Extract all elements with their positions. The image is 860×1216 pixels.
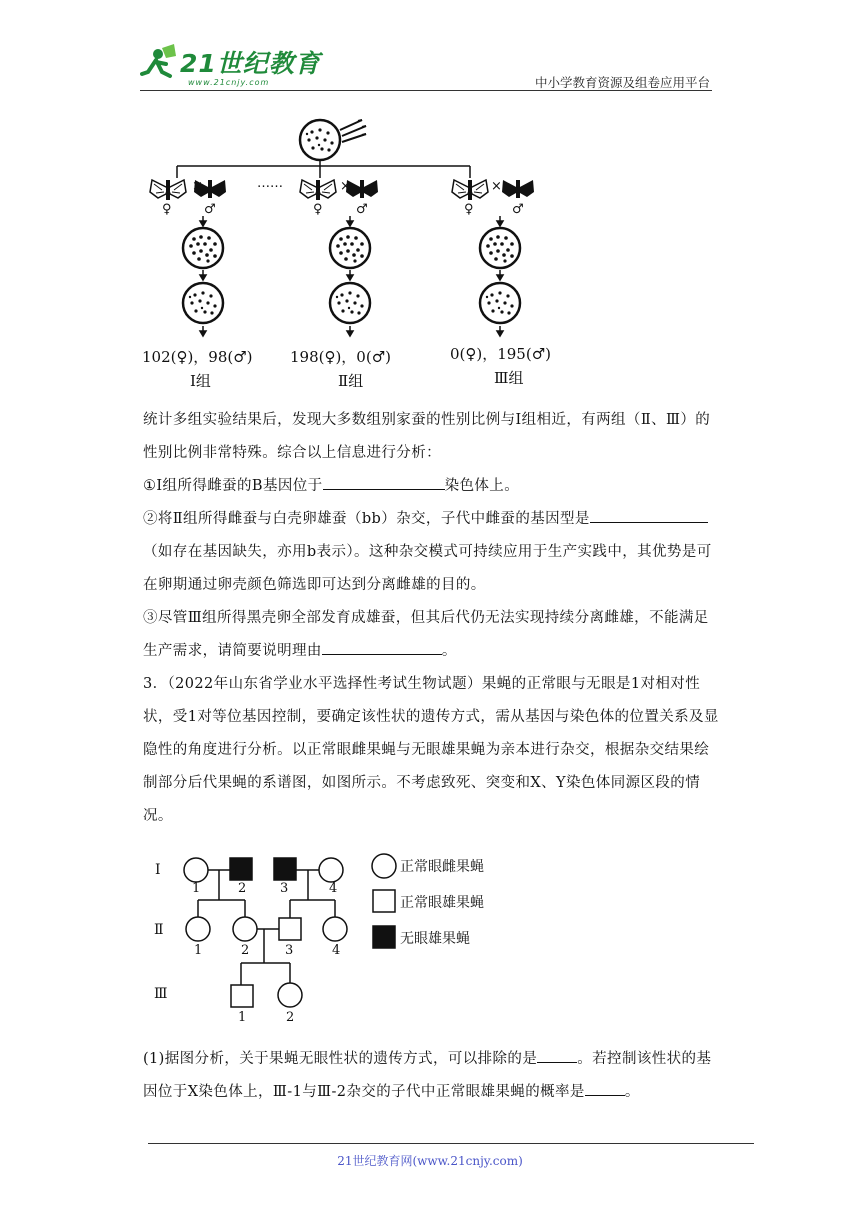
subquestion-2 xyxy=(143,503,721,602)
group3-label: Ⅲ组 xyxy=(494,369,524,387)
header-platform-text: 中小学教育资源及组卷应用平台 xyxy=(534,75,710,90)
generation-label: Ⅲ xyxy=(154,986,168,1002)
individual-number: 4 xyxy=(329,881,338,896)
group3-result: 0(♀)，195(♂) xyxy=(450,345,551,363)
female-normal-symbol xyxy=(233,917,257,941)
answer-blank[interactable] xyxy=(537,1045,577,1063)
offspring-egg-icon xyxy=(183,228,223,268)
offspring-egg-icon xyxy=(330,228,370,268)
subquestion-3-prefix: ③尽管Ⅲ组所得黑壳卵全部发育成雄蚕，但其后代仍无法实现持续分离雌雄，不能满足生产需求，请简要说明理由 xyxy=(143,610,709,659)
female-moth-icon xyxy=(452,180,488,200)
pedigree-figure xyxy=(150,850,495,1030)
male-moth-icon xyxy=(502,180,534,198)
male-normal-symbol xyxy=(231,985,253,1007)
offspring-egg-icon xyxy=(330,283,370,323)
subquestion-2-suffix: （如存在基因缺失，亦用b表示）。这种杂交模式可持续应用于生产实践中，其优势是可在卵期通过卵壳颜色筛选即可达到分离雌雄的目的。 xyxy=(143,544,712,593)
female-symbol: ♀ xyxy=(313,202,323,217)
footer-text: 21世纪教育网(www.21cnjy.com) xyxy=(337,1154,523,1168)
logo-runner-icon xyxy=(140,42,182,88)
individual-number: 2 xyxy=(241,943,250,958)
female-symbol: ♀ xyxy=(162,202,172,217)
question-3-part-1 xyxy=(143,1043,721,1109)
q4-text-c: 。 xyxy=(624,1084,640,1100)
legend-label: 正常眼雄果蝇 xyxy=(400,895,484,911)
question-text-block xyxy=(143,404,721,833)
subquestion-1 xyxy=(143,470,721,503)
female-normal-symbol xyxy=(278,983,302,1007)
offspring-egg-icon xyxy=(480,228,520,268)
offspring-egg-icon xyxy=(183,283,223,323)
legend-male-normal-symbol xyxy=(373,890,395,912)
q4-text-a: (1)据图分析，关于果蝇无眼性状的遗传方式，可以排除的是 xyxy=(143,1051,538,1067)
legend-label: 正常眼雌果蝇 xyxy=(400,859,484,875)
paragraph-summary: 统计多组实验结果后，发现大多数组别家蚕的性别比例与Ⅰ组相近，有两组（Ⅱ、Ⅲ）的性别比例非常特殊。综合以上信息进行分析： xyxy=(143,412,711,461)
female-normal-symbol xyxy=(184,858,208,882)
offspring-egg-icon xyxy=(480,283,520,323)
subquestion-3-1 xyxy=(143,1043,721,1109)
group1-result: 102(♀)，98(♂) xyxy=(142,348,253,366)
page-header xyxy=(140,40,712,92)
logo-text: 21世纪教育 xyxy=(180,49,321,78)
footer-divider xyxy=(148,1143,754,1144)
male-symbol: ♂ xyxy=(204,202,216,217)
male-affected-symbol xyxy=(274,858,296,880)
legend-label: 无眼雄果蝇 xyxy=(400,931,470,947)
subquestion-3-suffix: 。 xyxy=(441,643,457,659)
answer-blank[interactable] xyxy=(590,505,708,523)
female-moth-icon xyxy=(300,180,336,200)
male-affected-symbol xyxy=(230,858,252,880)
individual-number: 3 xyxy=(280,881,289,896)
answer-blank[interactable] xyxy=(323,472,445,490)
individual-number: 3 xyxy=(285,943,294,958)
answer-blank[interactable] xyxy=(322,637,442,655)
silkworm-experiment-figure xyxy=(140,118,560,393)
individual-number: 2 xyxy=(238,881,247,896)
ellipsis-dots: …… xyxy=(257,176,283,191)
legend-female-normal-symbol xyxy=(372,854,396,878)
group2-label: Ⅱ组 xyxy=(338,372,364,390)
subquestion-3 xyxy=(143,602,721,668)
subquestion-1-prefix: ①Ⅰ组所得雌蚕的B基因位于 xyxy=(143,478,323,494)
legend-male-affected-symbol xyxy=(373,926,395,948)
group1-label: Ⅰ组 xyxy=(190,372,211,390)
female-moth-icon xyxy=(150,180,186,200)
q4-text-b: 。若控制该性状的基因位于X染色体上，Ⅲ-1与Ⅲ-2杂交的子代中正常眼雄果蝇的概率是 xyxy=(143,1051,712,1100)
header-divider xyxy=(140,90,712,91)
logo-url: www.21cnjy.com xyxy=(188,78,270,87)
individual-number: 1 xyxy=(194,943,203,958)
group2-result: 198(♀)，0(♂) xyxy=(290,348,391,366)
generation-label: Ⅱ xyxy=(154,922,164,938)
parent-egg-icon xyxy=(300,120,340,160)
female-symbol: ♀ xyxy=(464,202,474,217)
female-normal-symbol xyxy=(319,858,343,882)
female-normal-symbol xyxy=(186,917,210,941)
male-normal-symbol xyxy=(279,918,301,940)
male-symbol: ♂ xyxy=(512,202,524,217)
individual-number: 4 xyxy=(332,943,341,958)
cross-symbol: × xyxy=(491,179,502,194)
individual-number: 2 xyxy=(286,1010,295,1025)
cross-symbol: × xyxy=(192,179,203,194)
individual-number: 1 xyxy=(192,881,201,896)
male-symbol: ♂ xyxy=(356,202,368,217)
cross-symbol: × xyxy=(340,179,351,194)
answer-blank[interactable] xyxy=(585,1078,625,1096)
question-3-stem: 3．（2022年山东省学业水平选择性考试生物试题）果蝇的正常眼与无眼是1对相对性状，受1对等位基因控制，要确定该性状的遗传方式，需从基因与染色体的位置关系及显隐性的角度进行分析。以正常眼雌果蝇与无眼雄果蝇为亲本进行杂交，根据杂交结果绘制部分后代果蝇的系谱图，如图所示。不考虑致死、突变和X、Y染色体同源区段的情况。 xyxy=(143,676,719,824)
subquestion-1-suffix: 染色体上。 xyxy=(444,478,520,494)
generation-label: Ⅰ xyxy=(155,862,161,878)
female-normal-symbol xyxy=(323,917,347,941)
subquestion-2-prefix: ②将Ⅱ组所得雌蚕与白壳卵雄蚕（bb）杂交，子代中雌蚕的基因型是 xyxy=(143,511,590,527)
individual-number: 1 xyxy=(238,1010,247,1025)
